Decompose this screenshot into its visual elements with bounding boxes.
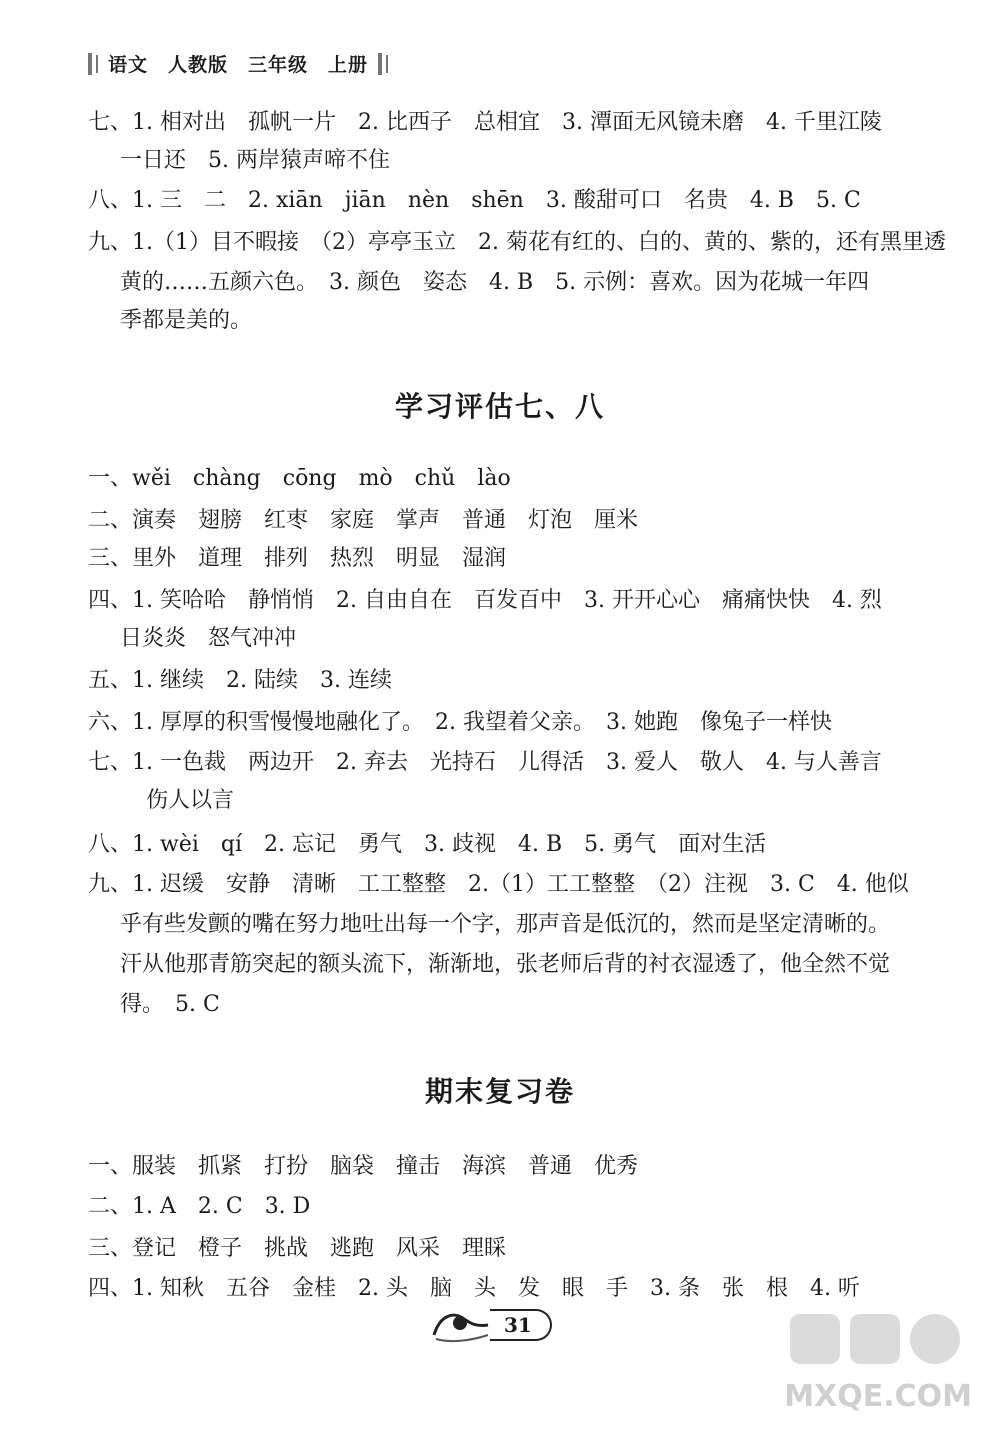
answer-line: 八、1. wèi qí 2. 忘记 勇气 3. 歧视 4. B 5. 勇气 面对生活 <box>88 832 767 857</box>
answer-line: 三、里外 道理 排列 热烈 明显 湿润 <box>88 546 507 571</box>
header-text: 语文 人教版 三年级 上册 <box>108 54 369 76</box>
answer-line: 九、1.（1）目不暇接 （2）亭亭玉立 2. 菊花有红的、白的、黄的、紫的，还有黑里透 <box>88 230 946 255</box>
answer-line: 九、1. 迟缓 安静 清晰 工工整整 2.（1）工工整整 （2）注视 3. C 4. 他似 <box>88 872 909 897</box>
running-header <box>88 50 388 77</box>
answer-line: 五、1. 继续 2. 陆续 3. 连续 <box>88 668 392 693</box>
answer-line: 伤人以言 <box>146 788 235 813</box>
watermark <box>780 1304 980 1414</box>
answer-line: 一日还 5. 两岸猿声啼不住 <box>120 148 390 173</box>
answer-line: 六、1. 厚厚的积雪慢慢地融化了。 2. 我望着父亲。 3. 她跑 像兔子一样快 <box>88 710 832 735</box>
header-bar-right <box>378 53 382 75</box>
watermark-logo-icon <box>780 1304 980 1384</box>
answer-line: 二、演奏 翅膀 红枣 家庭 掌声 普通 灯泡 厘米 <box>88 508 639 533</box>
answer-line: 三、登记 橙子 挑战 逃跑 风采 理睬 <box>88 1236 507 1261</box>
answer-line: 黄的……五颜六色。 3. 颜色 姿态 4. B 5. 示例：喜欢。因为花城一年四 <box>120 270 870 295</box>
answer-line: 季都是美的。 <box>120 308 253 333</box>
watermark-text: MXQE.COM <box>784 1379 972 1414</box>
section-title: 期末复习卷 <box>424 1075 575 1108</box>
answer-line: 七、1. 一色裁 两边开 2. 弃去 光持石 儿得活 3. 爱人 敬人 4. 与人善言 <box>88 750 882 775</box>
answer-line: 四、1. 笑哈哈 静悄悄 2. 自由自在 百发百中 3. 开开心心 痛痛快快 4. 烈 <box>88 588 882 613</box>
page-footer <box>430 1305 552 1345</box>
answer-line: 一、wěi chàng cōng mò chǔ lào <box>88 466 511 491</box>
answer-line: 得。 5. C <box>120 992 220 1017</box>
answer-line: 四、1. 知秋 五谷 金桂 2. 头 脑 头 发 眼 手 3. 条 张 根 4. 听 <box>88 1276 860 1301</box>
answer-line: 日炎炎 怒气冲冲 <box>120 626 297 651</box>
section-title: 学习评估七、八 <box>394 390 605 423</box>
answer-line: 八、1. 三 二 2. xiān jiān nèn shēn 3. 酸甜可口 名贵 4. B 5. C <box>88 188 861 213</box>
answer-line: 二、1. A 2. C 3. D <box>88 1194 311 1219</box>
header-bar-left-thin <box>96 55 98 73</box>
answer-line: 一、服装 抓紧 打扮 脑袋 撞击 海滨 普通 优秀 <box>88 1154 639 1179</box>
answer-line: 汗从他那青筋突起的额头流下，渐渐地，张老师后背的衬衣湿透了，他全然不觉 <box>120 952 891 977</box>
header-bar-left <box>88 53 92 75</box>
answer-line: 七、1. 相对出 孤帆一片 2. 比西子 总相宜 3. 潭面无风镜未磨 4. 千里江陵 <box>88 110 882 135</box>
header-bar-right-thin <box>386 55 388 73</box>
answer-line: 乎有些发颤的嘴在努力地吐出每一个字，那声音是低沉的，然而是坚定清晰的。 <box>120 912 891 937</box>
decorative-flourish-icon <box>430 1305 490 1345</box>
page-number: 31 <box>490 1309 552 1341</box>
